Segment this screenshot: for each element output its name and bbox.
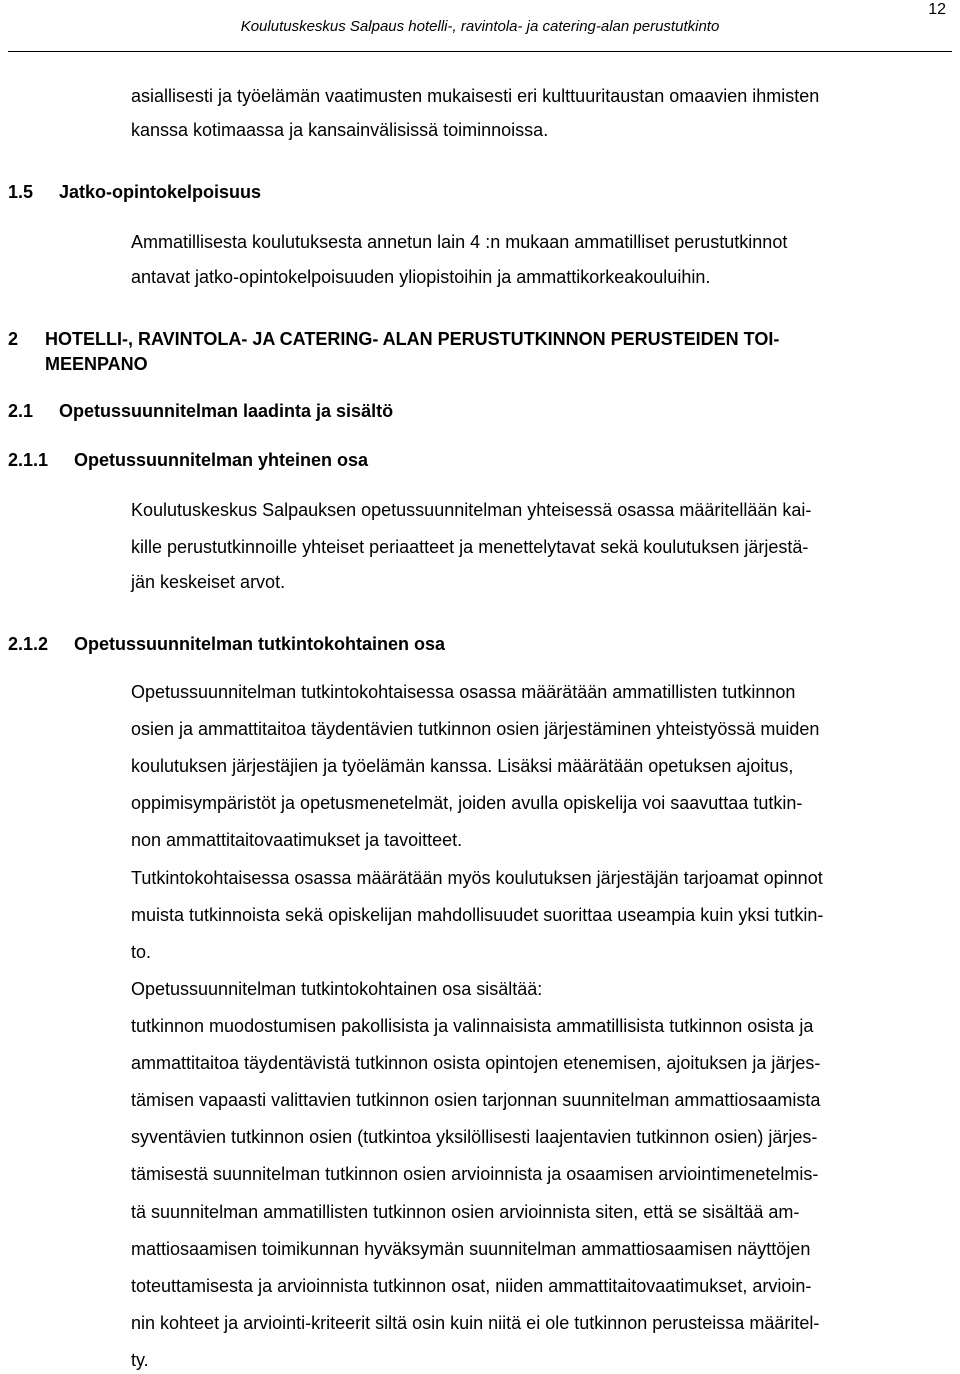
paragraph-line: kille perustutkinnoille yhteiset periaatteet ja menettelytavat sekä koulutuksen järjestä- [131,537,809,557]
paragraph-line: to. [131,942,152,962]
paragraph-line: nin kohteet ja arviointi-kriteerit siltä osin kuin niitä ei ole tutkinnon perusteissa määritel- [131,1313,820,1333]
paragraph-line: tä suunnitelman ammatillisten tutkinnon osien arvioinnista siten, että se sisältää am- [131,1202,800,1222]
page-number: 12 [928,1,946,18]
paragraph-line: oppimisympäristöt ja opetusmenetelmät, joiden avulla opiskelija voi saavuttaa tutkin- [131,793,803,813]
subsection-number: 2.1.2 [8,634,49,654]
paragraph-line: antavat jatko-opintokelpoisuuden yliopistoihin ja ammattikorkeakouluihin. [131,267,711,287]
paragraph-line: osien ja ammattitaitoa täydentävien tutkinnon osien järjestäminen yhteistyössä muiden [131,719,820,739]
paragraph-line: muista tutkinnoista sekä opiskelijan mahdollisuudet suorittaa useampia kuin yksi tutkin- [131,905,824,925]
paragraph-line: koulutuksen järjestäjien ja työelämän kanssa. Lisäksi määrätään opetuksen ajoitus, [131,756,794,776]
section-heading: Opetussuunnitelman laadinta ja sisältö [59,401,394,421]
subsection-number: 2.1.1 [8,450,49,470]
subsection-heading: Opetussuunnitelman yhteinen osa [74,450,369,470]
paragraph-line: tämisestä suunnitelman tutkinnon osien arvioinnista ja osaamisen arviointimenetelmis- [131,1164,819,1184]
chapter-heading-line: MEENPANO [45,354,148,374]
paragraph-line: toteuttamisesta ja arvioinnista tutkinnon osat, niiden ammattitaitovaatimukset, arvioin- [131,1276,812,1296]
paragraph-line: jän keskeiset arvot. [131,572,286,592]
chapter-number: 2 [8,329,19,349]
paragraph-line: ty. [131,1350,149,1370]
paragraph-line: ammattitaitoa täydentävistä tutkinnon osista opintojen etenemisen, ajoituksen ja järjes- [131,1053,821,1073]
section-heading: Jatko-opintokelpoisuus [59,182,262,202]
subsection-heading: Opetussuunnitelman tutkintokohtainen osa [74,634,446,654]
paragraph-line: non ammattitaitovaatimukset ja tavoitteet. [131,830,463,850]
paragraph-line: Ammatillisesta koulutuksesta annetun lain 4 :n mukaan ammatilliset perustutkinnot [131,232,788,252]
section-number: 1.5 [8,182,34,202]
section-number: 2.1 [8,401,34,421]
paragraph-line: tämisen vapaasti valittavien tutkinnon osien tarjonnan suunnitelman ammattiosaamista [131,1090,821,1110]
intro-line: asiallisesti ja työelämän vaatimusten mukaisesti eri kulttuuritaustan omaavien ihmisten [131,86,820,106]
paragraph-line: Opetussuunnitelman tutkintokohtaisessa osassa määrätään ammatillisten tutkinnon [131,682,796,702]
paragraph-line: Tutkintokohtaisessa osassa määrätään myös koulutuksen järjestäjän tarjoamat opinnot [131,868,823,888]
paragraph-line: Koulutuskeskus Salpauksen opetussuunnitelman yhteisessä osassa määritellään kai- [131,500,812,520]
chapter-heading-line: HOTELLI-, RAVINTOLA- JA CATERING- ALAN PERUSTUTKINNON PERUSTEIDEN TOI- [45,329,780,349]
header-divider [8,51,952,52]
paragraph-line: tutkinnon muodostumisen pakollisista ja valinnaisista ammatillisista tutkinnon osista ja [131,1016,814,1036]
intro-line: kanssa kotimaassa ja kansainvälisissä toiminnoissa. [131,120,549,140]
paragraph-line: syventävien tutkinnon osien (tutkintoa yksilöllisesti laajentavien tutkinnon osien) järjes- [131,1127,818,1147]
running-header-title: Koulutuskeskus Salpaus hotelli-, ravintola- ja catering-alan perustutkinto [240,18,720,35]
paragraph-line: Opetussuunnitelman tutkintokohtainen osa sisältää: [131,979,543,999]
paragraph-line: mattiosaamisen toimikunnan hyväksymän suunnitelman ammattiosaamisen näyttöjen [131,1239,811,1259]
